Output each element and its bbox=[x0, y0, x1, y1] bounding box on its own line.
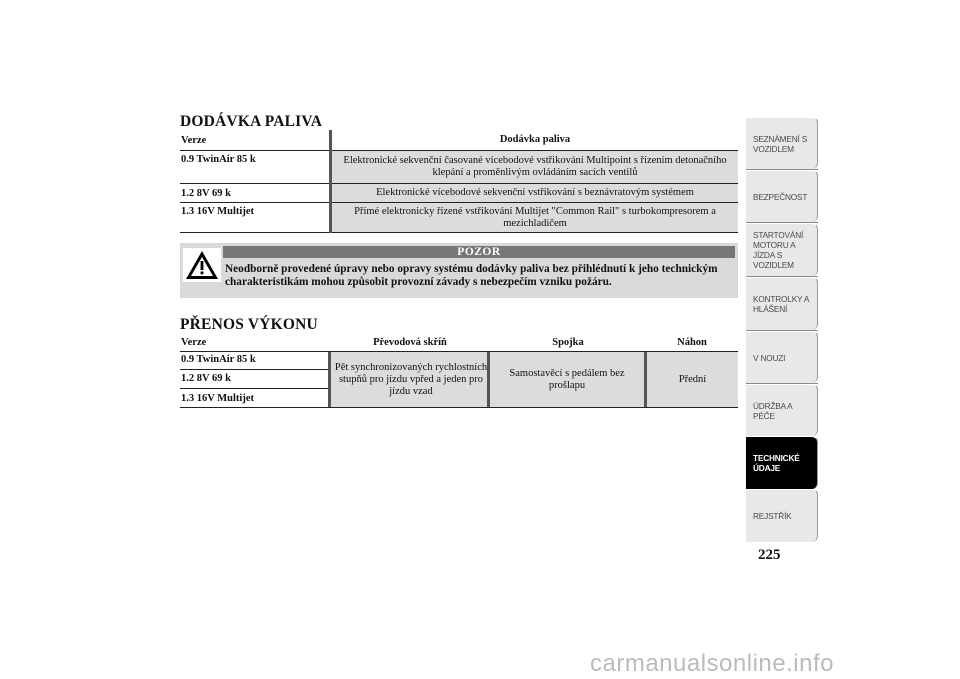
version-cell: 0.9 TwinAir 85 k bbox=[181, 354, 256, 365]
warning-box bbox=[180, 243, 738, 298]
fuel-table bbox=[180, 130, 738, 233]
warning-header: POZOR bbox=[223, 246, 735, 258]
chapter-tab-emergency[interactable] bbox=[746, 331, 818, 383]
column-header-gearbox: Převodová skříň bbox=[373, 337, 447, 348]
drive-cell: Přední bbox=[644, 352, 738, 407]
fuel-supply-cell: Elektronické vícebodové sekvenční vstřikování s beznávratovým systémem bbox=[331, 184, 739, 203]
page-number: 225 bbox=[758, 547, 781, 563]
tab-label: REJSTŘÍK bbox=[753, 511, 792, 521]
warning-triangle-icon bbox=[183, 248, 221, 282]
column-header-clutch: Spojka bbox=[552, 337, 584, 348]
column-header-version: Verze bbox=[181, 337, 207, 348]
tab-label: STARTOVÁNÍ MOTORU A JÍZDA S VOZIDLEM bbox=[753, 230, 804, 270]
column-header-fuel-supply: Dodávka paliva bbox=[331, 130, 739, 151]
tab-label: KONTROLKY A HLÁŠENÍ bbox=[753, 294, 809, 314]
row-divider bbox=[180, 388, 328, 389]
chapter-tab-vehicle-intro[interactable] bbox=[746, 117, 818, 169]
chapter-tab-index[interactable] bbox=[746, 489, 818, 542]
version-cell: 1.2 8V 69 k bbox=[180, 184, 331, 203]
power-section-title: PŘENOS VÝKONU bbox=[180, 316, 318, 333]
version-cell: 1.3 16V Multijet bbox=[180, 203, 331, 233]
table-row bbox=[180, 203, 738, 233]
table-header-row bbox=[180, 130, 738, 151]
version-cell: 0.9 TwinAir 85 k bbox=[180, 151, 331, 184]
column-header-version: Verze bbox=[180, 130, 331, 151]
warning-text: Neodborně provedené úpravy nebo opravy systému dodávky paliva bez přihlédnutí k jeho technickým charakteristikám mohou způsobit provozní závady s nebezpečím vzniku požáru. bbox=[225, 263, 718, 288]
chapter-tab-warning-lights[interactable] bbox=[746, 277, 818, 330]
version-cell: 1.2 8V 69 k bbox=[181, 373, 231, 384]
chapter-tab-technical-data[interactable] bbox=[746, 436, 818, 489]
version-cell: 1.3 16V Multijet bbox=[181, 393, 255, 404]
chapter-tab-starting-driving[interactable] bbox=[746, 223, 818, 276]
power-table bbox=[180, 334, 738, 410]
tab-label: BEZPEČNOST bbox=[753, 191, 808, 202]
chapter-tab-safety[interactable] bbox=[746, 170, 818, 222]
fuel-supply-cell: Elektronické sekvenční časované vícebodové vstřikování Multipoint s řízením detonačního klepání a proměnlivým ovládáním sacích ventilů bbox=[331, 151, 739, 184]
clutch-cell: Samostavěcí s pedálem bez prošlapu bbox=[487, 352, 644, 407]
table-row bbox=[180, 184, 738, 203]
fuel-supply-cell: Přímé elektronicky řízené vstřikování Multijet "Common Rail" s turbokompresorem a mezichladičem bbox=[331, 203, 739, 233]
tab-label: SEZNÁMENÍ S VOZIDLEM bbox=[753, 133, 808, 154]
row-divider bbox=[180, 369, 328, 370]
column-header-drive: Náhon bbox=[677, 337, 707, 348]
watermark: carmanualsonline.info bbox=[590, 650, 834, 677]
fuel-section-title: DODÁVKA PALIVA bbox=[180, 113, 323, 130]
tab-label: TECHNICKÉ ÚDAJE bbox=[753, 453, 800, 473]
chapter-tab-maintenance[interactable] bbox=[746, 384, 818, 436]
tab-label: ÚDRŽBA A PÉČE bbox=[753, 400, 792, 421]
table-bottom-line bbox=[180, 407, 738, 408]
gearbox-cell: Pět synchronizovaných rychlostních stupňů pro jízdu vpřed a jeden pro jízdu vzad bbox=[328, 352, 491, 407]
tab-label: V NOUZI bbox=[753, 352, 786, 363]
table-row bbox=[180, 151, 738, 184]
